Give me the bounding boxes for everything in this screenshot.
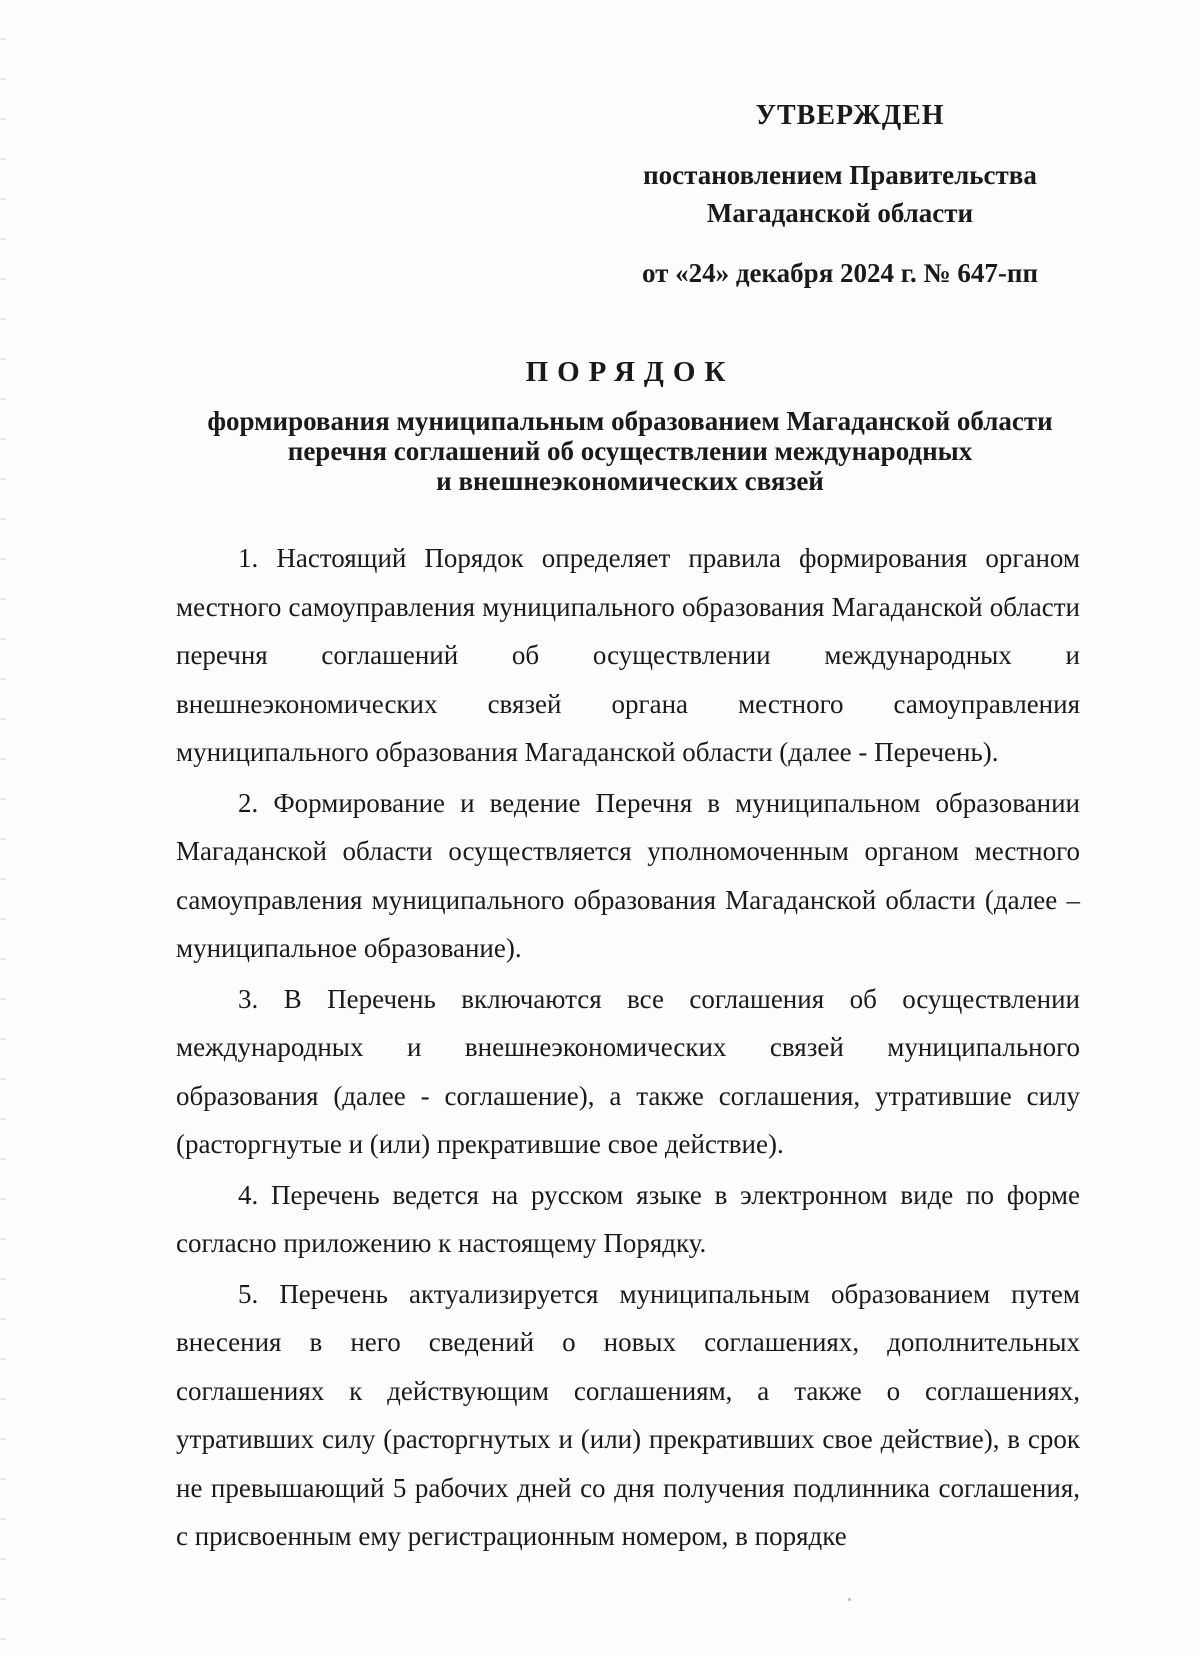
document-subtitle-line-2: перечня соглашений об осуществлении международных (287, 436, 973, 466)
approval-stamp-block (620, 100, 1060, 292)
approval-line-2: Магаданской области (706, 198, 974, 228)
document-subtitle-line-1: формирования муниципальным образованием Магаданской области (207, 406, 1053, 436)
document-subtitle-line-3: и внешнеэкономических связей (436, 466, 824, 496)
scan-edge-marks (0, 0, 6, 1656)
document-body (176, 534, 1080, 1563)
paragraph-2: 2. Формирование и ведение Перечня в муниципальном образовании Магаданской области осуществляется уполномоченным органом местного самоуправления муниципального образования Магаданской области (далее – муниципальное образование). (176, 787, 1080, 963)
approval-line-1: постановлением Правительства (643, 160, 1037, 190)
paragraph-1: 1. Настоящий Порядок определяет правила формирования органом местного самоуправления муниципального образования Магаданской области перечня соглашений об осуществлении международных и внешнеэкономических связей органа местного самоуправления муниципального образования Магаданской области (далее - Перечень). (176, 543, 1080, 767)
approved-label: УТВЕРЖДЕН (755, 100, 945, 131)
paragraph-3: 3. В Перечень включаются все соглашения об осуществлении международных и внешнеэкономических связей муниципального образования (далее - соглашение), а также соглашения, утратившие силу (расторгнутые и (или) прекратившие свое действие). (176, 983, 1080, 1159)
scan-speck (848, 1598, 851, 1601)
document-title: ПОРЯДОК (525, 356, 735, 388)
approval-date: от «24» декабря 2024 г. № 647-пп (641, 258, 1039, 288)
paragraph-4: 4. Перечень ведется на русском языке в электронном виде по форме согласно приложению к настоящему Порядку. (176, 1179, 1080, 1258)
paragraph-5: 5. Перечень актуализируется муниципальным образованием путем внесения в него сведений о новых соглашениях, дополнительных соглашениях к действующим соглашениям, а также о соглашениях, утративших силу (расторгнутых и (или) прекративших свое действие), в срок не превышающий 5 рабочих дней со дня получения подлинника соглашения, с присвоенным ему регистрационным номером, в порядке (176, 1278, 1080, 1551)
document-title-block (160, 352, 1100, 496)
